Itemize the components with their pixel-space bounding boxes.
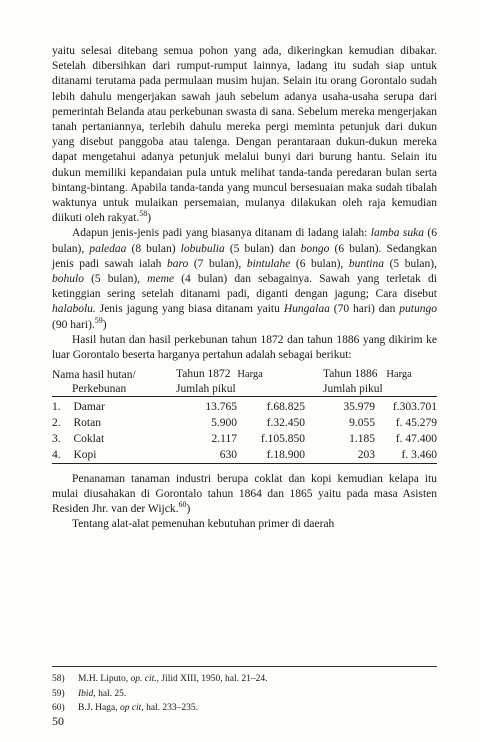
header-product-line2: Perkebunan (72, 382, 127, 395)
farming-method: halabolu. (52, 303, 96, 316)
p2-text-d: (5 bulan) dan (224, 242, 301, 255)
paragraph-4: Penanaman tanaman industri berupa coklat dan kopi kemudian kelapa itu mulai diusahakan di Gorontalo tahun 1864 dan 1865 yaitu pada masa Asisten Residen Jhr. van der Wijck.$^{60}$) (52, 472, 437, 516)
footnote-text (78, 672, 267, 687)
footnote-citation: op cit, (119, 703, 144, 713)
qty-1886: 9.055 (349, 416, 375, 429)
table-row (52, 431, 437, 447)
footnote-detail: hal. 233–235. (143, 703, 199, 713)
p2-text-e: (6 bulan). Sedangkan jenis padi sawah ialah (52, 242, 437, 270)
rice-variety: baro (166, 257, 189, 270)
footnote-ref-60: 60 (178, 500, 187, 510)
paragraph-4-text: Penanaman tanaman industri berupa coklat dan kopi kemudian kelapa itu mulai diusahakan di Gorontalo tahun 1864 dan 1865 yaitu pada masa Asisten Residen Jhr. van der Wijck. (52, 472, 437, 516)
qty-1886: 203 (357, 448, 375, 461)
product-name: Kopi (73, 448, 97, 461)
qty-1872: 13.765 (205, 400, 237, 413)
rice-variety: lobubulia (180, 242, 225, 255)
table-row (52, 399, 437, 415)
p2-text-l: (70 hari) dan (329, 303, 400, 316)
product-name: Coklat (73, 432, 105, 445)
price-1886: f. 45.279 (395, 416, 437, 429)
header-1886 (305, 367, 437, 381)
row-number: 4. (52, 448, 61, 461)
rice-variety: paledaa (89, 242, 127, 255)
price-1886: f. 47.400 (395, 432, 437, 445)
footnote-number: 58) (52, 674, 65, 684)
product-cell (52, 399, 162, 415)
rice-variety: buntina (348, 257, 384, 270)
row-number: 3. (52, 432, 61, 445)
row-number: 1. (52, 400, 61, 413)
header-product-line1: Nama hasil hutan/ (52, 368, 136, 381)
header-1872 (162, 367, 305, 381)
p2-text-a: Adapun jenis-jenis padi yang biasanya ditanam di ladang ialah: (72, 227, 371, 240)
footnote-59 (52, 687, 437, 702)
p2-text-f: (7 bulan), (188, 257, 247, 270)
price-1886: f. 3.460 (401, 448, 437, 461)
header-year-1872: Tahun 1872 (176, 368, 231, 381)
footnote-ref-58: 58 (139, 209, 148, 219)
qty-1872: 5.900 (211, 416, 237, 429)
footnote-text (78, 701, 198, 716)
product-name: Damar (73, 400, 105, 413)
price-1872: f.32.450 (266, 416, 305, 429)
footnote-60 (52, 701, 437, 716)
p2-text-k: Jenis jagung yang biasa ditanam yaitu (95, 303, 284, 316)
table-row (52, 415, 437, 431)
p2-text-j: (4 bulan) dan sebagainya. Sawah yang terletak di ketinggian sering setelah ditanami padi, diganti dengan jagung; Cara disebut (52, 273, 437, 301)
rice-variety: bohulo (52, 273, 84, 286)
paragraph-2: Adapun jenis-jenis padi yang biasanya ditanam di ladang ialah: lamba suka (6 bulan), paledaa (8 bulan) lobubulia (5 bulan) dan bongo (6 bulan). Sedangkan jenis padi sawah ialah baro (7 bulan), bintulahe (6 bulan), buntina (5 bulan), bohulo (5 bulan), meme (4 bulan) dan sebagainya. Sawah yang terletak di ketinggian sering setelah ditanami padi, diganti dengan jagung; Cara disebut halabolu. Jenis jagung yang biasa ditanam yaitu Hungalaa (70 hari) dan putungo (90 hari).$^{59}$) (52, 227, 437, 331)
table-subheader-row (52, 382, 437, 397)
header-qty-1872: Jumlah pikul (176, 382, 236, 395)
p2-text-h: (5 bulan), (384, 257, 437, 270)
footnote-divider (52, 666, 437, 667)
paragraph-1: yaitu selesai ditebang semua pohon yang ada, dikeringkan kemudian dibakar. Setelah dibersihkan dari rumput-rumput lainnya, ladang itu sudah siap untuk ditanami terutama pada permulaan musim hujan. Selain itu orang Gorontalo sudah lebih dahulu mengerjakan sawah jauh sebelum adanya usaha-usaha serupa dari pemerintah Belanda atau perkebunan swasta di sana. Sebelum mereka mengerjakan tanah pertaniannya, terlebih dahulu mereka pergi meminta petunjuk dari dukun yang disebut panggoba atau talenga. Dengan perantaraan dukun-dukun mereka dapat mengetahui adanya petunjuk melalui bunyi dari burung hantu. Selain itu dukun memiliki kepandaian pula untuk melihat tanda-tanda peredaran bulan serta bintang-bintang. Apabila tanda-tanda yang muncul bersesuaian maka sudah tibalah waktunya untuk mulaikan persemaian, mulanya dilakukan oleh raja kemudian diikuti oleh rakyat.$^{58}$) (52, 45, 437, 225)
paragraph-1-text: yaitu selesai ditebang semua pohon yang ada, dikeringkan kemudian dibakar. Setelah dibersihkan dari rumput-rumput lainnya, ladang itu sudah siap untuk ditanami terutama pada permulaan musim hujan. Selain itu orang Gorontalo sudah lebih dahulu mengerjakan sawah jauh sebelum adanya usaha-usaha serupa dari pemerintah Belanda atau perkebunan swasta di sana. Sebelum mereka mengerjakan tanah pertaniannya, terlebih dahulu mereka pergi meminta petunjuk dari dukun yang disebut panggoba atau talenga. Dengan perantaraan dukun-dukun mereka dapat mengetahui adanya petunjuk melalui bunyi dari burung hantu. Selain itu dukun memiliki kepandaian pula untuk melihat tanda-tanda peredaran bulan serta bintang-bintang. Apabila tanda-tanda yang muncul bersesuaian maka sudah tibalah waktunya untuk mulaikan persemaian, mulanya dilakukan oleh raja kemudian diikuti oleh rakyat. (52, 45, 437, 225)
body-text (52, 44, 437, 532)
p2-text-m: (90 hari). (52, 318, 95, 331)
footnote-58 (52, 672, 437, 687)
footnote-author: M.H. Liputo, (78, 674, 131, 684)
table-bottom-rule (52, 463, 437, 466)
export-table (52, 367, 437, 465)
table-row (52, 447, 437, 464)
footnote-citation: op. cit., (130, 674, 160, 684)
p2-text-c: (8 bulan) (126, 242, 181, 255)
price-1872: f.105.850 (260, 432, 305, 445)
footnotes (52, 672, 437, 716)
price-1872: f.18.900 (266, 448, 305, 461)
header-year-1886: Tahun 1886 (323, 368, 378, 381)
header-price-1872: Harga (237, 368, 263, 380)
footnote-detail: hal. 25. (95, 688, 127, 699)
product-name: Rotan (73, 416, 101, 429)
footnote-number: 59) (52, 688, 65, 699)
p2-text-b: (6 bulan), (52, 227, 437, 255)
rice-variety: bongo (300, 242, 330, 255)
footnote-citation: Ibid, (78, 688, 96, 699)
product-cell (52, 415, 162, 431)
footnote-ref-59: 59 (94, 315, 103, 325)
qty-1886: 1.185 (349, 432, 375, 445)
p2-text-i: (5 bulan), (83, 273, 148, 286)
qty-1872: 630 (219, 448, 237, 461)
header-qty-1886: Jumlah pikul (323, 382, 383, 395)
qty-1872: 2.117 (211, 432, 237, 445)
corn-variety: putungo (399, 303, 437, 316)
price-1872: f.68.825 (266, 400, 305, 413)
footnote-author: B.J. Haga, (78, 703, 120, 713)
table-header-row (52, 367, 437, 381)
page-number: 50 (52, 714, 64, 728)
rice-variety: bintulahe (246, 257, 291, 270)
price-1886: f.303.701 (392, 400, 437, 413)
footnote-detail: Jilid XIII, 1950, hal. 21–24. (159, 674, 268, 684)
corn-variety: Hungalaa (283, 303, 330, 316)
p2-text-g: (6 bulan), (290, 257, 349, 270)
row-number: 2. (52, 416, 61, 429)
footnote-number: 60) (52, 703, 65, 713)
header-product-name (52, 367, 162, 381)
paragraph-3: Hasil hutan dan hasil perkebunan tahun 1872 dan tahun 1886 yang dikirim ke luar Gorontalo beserta harganya pertahun adalah sebagai berikut: (52, 333, 437, 362)
rice-variety: lamba suka (370, 227, 425, 240)
footnote-text (78, 687, 126, 702)
product-cell (52, 431, 162, 447)
product-cell (52, 447, 162, 464)
header-price-1886: Harga (386, 368, 412, 380)
paragraph-5: Tentang alat-alat pemenuhan kebutuhan primer di daerah (72, 518, 335, 531)
qty-1886: 35.979 (343, 400, 375, 413)
rice-variety: meme (147, 273, 174, 286)
